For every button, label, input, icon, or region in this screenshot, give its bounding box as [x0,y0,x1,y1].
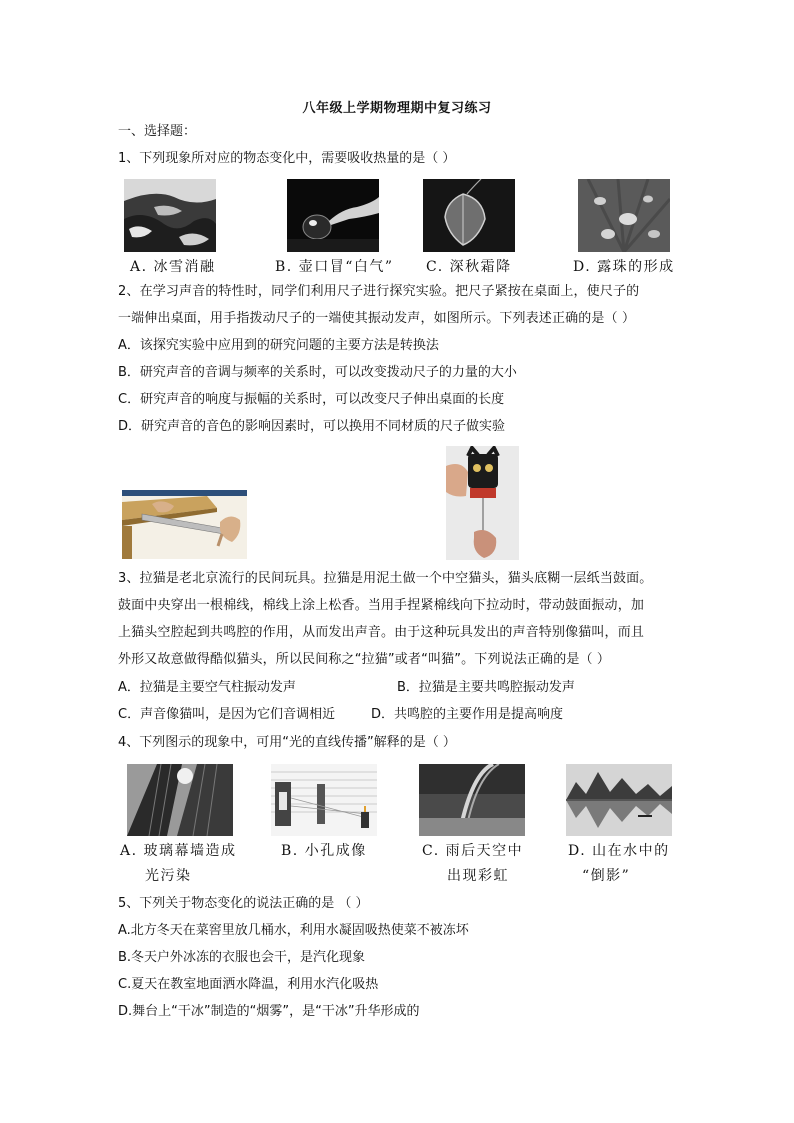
q2-stem-line1: 2、在学习声音的特性时，同学们利用尺子进行探究实验。把尺子紧按在桌面上，使尺子的 [118,284,640,299]
q1-caption-d: D. 露珠的形成 [573,259,675,275]
q5-stem: 5、下列关于物态变化的说法正确的是 （ ） [118,896,369,911]
q4-caption-b: B. 小孔成像 [281,843,367,859]
q3-stem-line2: 鼓面中央穿出一根棉线，棉线上涂上松香。当用手捏紧棉线向下拉动时，带动鼓面振动，加 [118,598,645,613]
q1-caption-a: A. 冰雪消融 [130,259,216,275]
q3-option-a: A．拉猫是主要空气柱振动发声 [118,680,296,695]
q4-image-mountain-reflection [566,764,672,836]
q5-option-a: A.北方冬天在菜窖里放几桶水，利用水凝固吸热使菜不被冻坏 [118,923,469,938]
page-title: 八年级上学期物理期中复习练习 [302,101,492,116]
section-heading: 一、选择题： [118,124,197,139]
q1-image-frost-leaf [423,179,515,252]
q4-image-glass-curtain-wall [127,764,233,836]
q4-caption-c-line2: 出现彩虹 [447,868,509,884]
q4-image-pinhole-imaging [271,764,377,836]
q3-stem-line1: 3、拉猫是老北京流行的民间玩具。拉猫是用泥土做一个中空猫头，猫头底糊一层纸当鼓面。 [118,571,653,586]
q2-option-d: D．研究声音的音色的影响因素时，可以换用不同材质的尺子做实验 [118,419,506,434]
q3-option-b: B．拉猫是主要共鸣腔振动发声 [397,680,575,695]
q5-option-b: B.冬天户外冰冻的衣服也会干，是汽化现象 [118,950,366,965]
q3-stem-line3: 上猫头空腔起到共鸣腔的作用，从而发出声音。由于这种玩具发出的声音特别像猫叫，而且 [118,625,645,640]
q1-image-dew-drops [578,179,670,252]
q1-image-ice-snow [124,179,216,252]
q3-image-pull-cat-toy [446,446,519,560]
q2-option-b: B．研究声音的音调与频率的关系时，可以改变拨动尺子的力量的大小 [118,365,517,380]
q3-option-d: D．共鸣腔的主要作用是提高响度 [371,707,564,722]
q2-option-c: C．研究声音的响度与振幅的关系时，可以改变尺子伸出桌面的长度 [118,392,505,407]
q2-option-a: A．该探究实验中应用到的研究问题的主要方法是转换法 [118,338,439,353]
q3-option-c: C．声音像猫叫，是因为它们音调相近 [118,707,336,722]
q1-caption-c: C. 深秋霜降 [426,259,512,275]
q1-caption-b: B. 壶口冒“白气” [275,259,394,275]
q4-caption-d-line2: “倒影” [582,868,631,884]
q5-option-c: C.夏天在教室地面洒水降温，利用水汽化吸热 [118,977,379,992]
q4-caption-c-line1: C. 雨后天空中 [422,843,524,859]
q1-stem: 1、下列现象所对应的物态变化中，需要吸收热量的是（ ） [118,151,456,166]
q4-caption-a-line2: 光污染 [145,868,192,884]
q4-image-rainbow [419,764,525,836]
q4-caption-d-line1: D. 山在水中的 [568,843,670,859]
q3-stem-line4: 外形又故意做得酷似猫头，所以民间称之“拉猫”或者“叫猫”。下列说法正确的是（ ） [118,652,611,667]
q4-stem: 4、下列图示的现象中，可用“光的直线传播”解释的是（ ） [118,735,456,750]
q2-image-ruler-table [122,490,247,559]
q1-image-kettle-steam [287,179,379,252]
q2-stem-line2: 一端伸出桌面，用手指拨动尺子的一端使其振动发声，如图所示。下列表述正确的是（ ） [118,311,636,326]
q4-caption-a-line1: A. 玻璃幕墙造成 [120,843,237,859]
q5-option-d: D.舞台上“干冰”制造的“烟雾”，是“干冰”升华形成的 [118,1004,420,1019]
